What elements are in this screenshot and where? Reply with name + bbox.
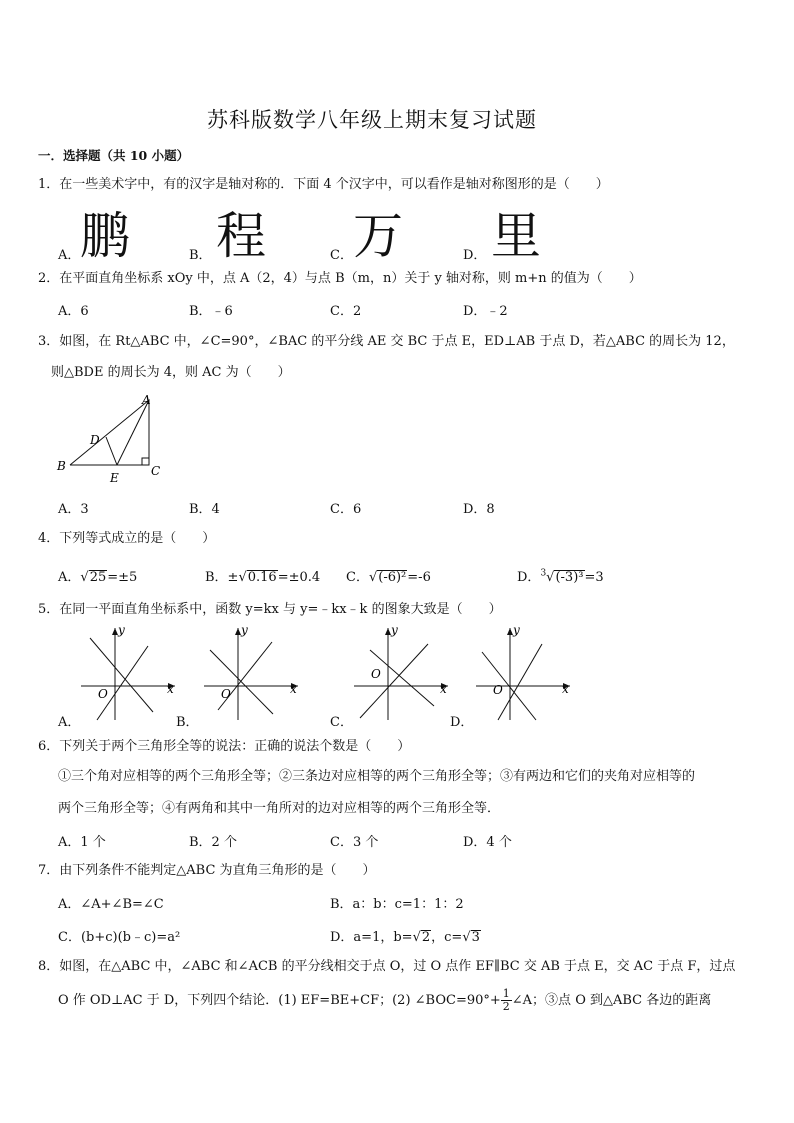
- q4-a-radicand: 25: [89, 570, 107, 585]
- graph-b-y: y: [241, 623, 248, 637]
- q7-option-d: D．a=1，b=√2，c=√3: [330, 930, 480, 945]
- q5-option-a: A．: [58, 715, 81, 730]
- q4-option-b: B．±√0.16=±0.4: [205, 570, 321, 585]
- page-title: 苏科版数学八年级上期末复习试题: [207, 108, 537, 132]
- q8-fraction: [501, 988, 512, 1013]
- q7-d-mid: ，c=: [431, 930, 463, 945]
- q4-c-radicand: (-6)²: [378, 570, 407, 585]
- graph-a-y: y: [118, 623, 125, 637]
- q3-option-b: B．4: [189, 502, 220, 517]
- label-c: C: [151, 464, 161, 478]
- q6-option-d: D．4 个: [463, 835, 512, 850]
- q1-option-c-label: C．: [330, 248, 353, 263]
- section-heading: 一．选择题（共 10 小题）: [38, 148, 190, 163]
- q4-c-rest: =-6: [407, 570, 431, 585]
- q4-a-label: A．: [58, 570, 81, 585]
- q1-option-a-label: A．: [58, 248, 81, 263]
- question-8-line1: 8．如图，在△ABC 中，∠ABC 和∠ACB 的平分线相交于点 O，过 O 点作 EF∥BC 交 AB 于点 E，交 AC 于点 F，过点: [38, 959, 736, 974]
- q3-option-a: A．3: [58, 502, 89, 517]
- q6-option-c: C．3 个: [330, 835, 379, 850]
- q4-d-rest: =3: [584, 570, 604, 585]
- q5-option-c: C．: [330, 715, 353, 730]
- segment-de: [106, 437, 117, 465]
- graph-c-o: O: [371, 667, 381, 681]
- label-d: D: [90, 433, 100, 447]
- q6-option-a: A．1 个: [58, 835, 106, 850]
- q5-graph-d: [470, 622, 580, 722]
- graph-b-o: O: [221, 687, 231, 701]
- q1-option-c-char: 万: [353, 207, 403, 265]
- q4-b-rest: =±0.4: [277, 570, 321, 585]
- q8-frac-den: 2: [502, 1000, 510, 1013]
- graph-b-x: x: [290, 682, 297, 696]
- q4-d-radicand: (-3)³: [555, 570, 584, 585]
- q1-option-a-char: 鹏: [80, 207, 130, 265]
- q7-d-radicand-1: 2: [421, 930, 431, 945]
- q5-option-d: D．: [450, 715, 474, 730]
- q1-option-b-char: 程: [216, 207, 266, 265]
- q6-statement-line1: ①三个角对应相等的两个三角形全等；②三条边对应相等的两个三角形全等；③有两边和它们的夹角对应相等的: [58, 769, 696, 784]
- q4-option-a: A．√25=±5: [58, 570, 138, 585]
- right-angle-mark: [142, 458, 149, 465]
- graph-c-x: x: [440, 682, 447, 696]
- question-3-stem-line1: 3．如图，在 Rt△ABC 中，∠C=90°，∠BAC 的平分线 AE 交 BC 于点 E，ED⊥AB 于点 D，若△ABC 的周长为 12，: [38, 334, 735, 349]
- q4-a-rest: =±5: [107, 570, 138, 585]
- question-6-stem: 6．下列关于两个三角形全等的说法：正确的说法个数是（ ）: [38, 739, 411, 754]
- q3-option-c: C．6: [330, 502, 362, 517]
- question-1-stem: 1．在一些美术字中，有的汉字是轴对称的．下面 4 个汉字中，可以看作是轴对称图形的是（ ）: [38, 177, 609, 192]
- question-3-stem-line2: 则△BDE 的周长为 4，则 AC 为（ ）: [51, 365, 291, 380]
- q4-d-label: D．: [517, 570, 541, 585]
- q4-c-label: C．: [346, 570, 369, 585]
- q2-option-d: D．﹣2: [463, 304, 508, 319]
- q4-option-d: D．$^3$√(-3)³=3: [517, 568, 604, 585]
- q2-option-c: C．2: [330, 304, 362, 319]
- q8-frac-num: 1: [502, 987, 510, 1000]
- label-a: A: [142, 393, 151, 407]
- q7-option-b: B．a：b：c=1：1：2: [330, 897, 464, 912]
- q4-option-c: C．√(-6)²=-6: [346, 570, 431, 585]
- question-7-stem: 7．由下列条件不能判定△ABC 为直角三角形的是（ ）: [38, 863, 376, 878]
- q8-line2-part1: O 作 OD⊥AC 于 D，下列四个结论．(1) EF=BE+CF；(2) ∠BOC=90°+: [58, 993, 501, 1008]
- graph-a-o: O: [98, 687, 108, 701]
- q1-option-d-char: 里: [491, 207, 541, 265]
- question-2-stem: 2．在平面直角坐标系 xOy 中，点 A（2，4）与点 B（m，n）关于 y 轴对称，则 m+n 的值为（ ）: [38, 271, 642, 286]
- graph-c-y: y: [391, 623, 398, 637]
- q7-d-label: D．a=1，b=: [330, 930, 413, 945]
- q3-triangle-figure: [50, 390, 170, 490]
- graph-d-x: x: [562, 682, 569, 696]
- question-4-stem: 4．下列等式成立的是（ ）: [38, 531, 216, 546]
- question-5-stem: 5．在同一平面直角坐标系中，函数 y=kx 与 y=﹣kx﹣k 的图象大致是（ ）: [38, 602, 502, 617]
- q4-d-index: 3: [540, 568, 547, 579]
- q5-graph-a: [75, 622, 185, 722]
- question-8-line2: [58, 988, 711, 1013]
- q7-option-c: C．(b+c)(b﹣c)=a²: [58, 930, 181, 945]
- q7-d-radicand-2: 3: [471, 930, 480, 945]
- triangle-abc: [70, 400, 149, 465]
- q5-graph-c: [348, 622, 458, 722]
- q4-b-radicand: 0.16: [247, 570, 277, 585]
- q5-graph-b: [198, 622, 308, 722]
- graph-a-x: x: [167, 682, 174, 696]
- q3-option-d: D．8: [463, 502, 495, 517]
- bisector-ae: [117, 400, 149, 465]
- q2-option-a: A．6: [58, 304, 89, 319]
- q8-line2-part2: ∠A；③点 O 到△ABC 各边的距离: [511, 993, 712, 1008]
- q1-option-d-label: D．: [463, 248, 487, 263]
- label-b: B: [57, 459, 66, 473]
- q6-option-b: B．2 个: [189, 835, 237, 850]
- graph-d-y: y: [513, 623, 520, 637]
- graph-d-o: O: [493, 683, 503, 697]
- q2-option-b: B．﹣6: [189, 304, 233, 319]
- q6-statement-line2: 两个三角形全等；④有两角和其中一角所对的边对应相等的两个三角形全等．: [58, 801, 501, 816]
- q7-option-a: A．∠A+∠B=∠C: [58, 897, 164, 912]
- label-e: E: [110, 471, 119, 485]
- q4-b-label: B．±: [205, 570, 239, 585]
- q5-option-b: B．: [176, 715, 199, 730]
- q1-option-b-label: B．: [189, 248, 212, 263]
